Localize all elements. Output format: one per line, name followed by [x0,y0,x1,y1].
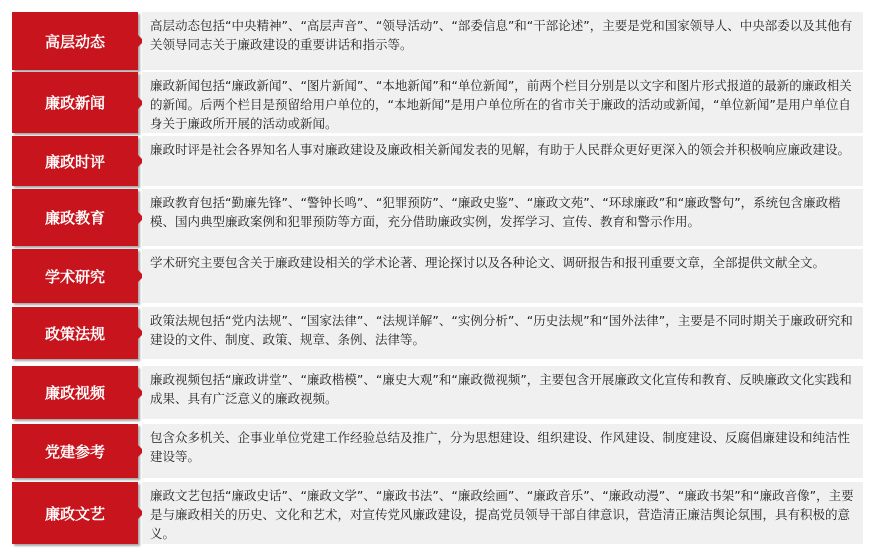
category-description: 廉政新闻包括“廉政新闻”、“图片新闻”、“本地新闻”和“单位新闻”，前两个栏目分别是以文字和图片形式报道的最新的廉政相关的新闻。后两个栏目是预留给用户单位的，“本地新闻”是用户单位所在的省市关于廉政的活动或新闻，“单位新闻”是用户单位自身关于廉政所开展的活动或新闻。 [142,72,863,133]
category-label[interactable]: 廉政时评 [12,136,138,186]
category-description: 学术研究主要包含关于廉政建设相关的学术论著、理论探讨以及各种论文、调研报告和报刊重要文章，全部提供文献全文。 [142,249,863,303]
category-row-arts [12,482,863,544]
category-description: 廉政文艺包括“廉政史话”、“廉政文学”、“廉政书法”、“廉政绘画”、“廉政音乐”、“廉政动漫”、“廉政书架”和“廉政音像”，主要是与廉政相关的历史、文化和艺术，对宣传党风廉政建设，提高党员领导干部自律意识，营造清正廉洁舆论氛围，具有积极的意义。 [142,482,863,544]
category-label[interactable]: 廉政教育 [12,189,138,246]
category-description: 廉政视频包括“廉政讲堂”、“廉政楷模”、“廉史大观”和“廉政微视频”，主要包含开展廉政文化宣传和教育、反映廉政文化实践和成果、具有广泛意义的廉政视频。 [142,366,863,419]
category-label[interactable]: 党建参考 [12,424,138,478]
category-row-research [12,249,863,303]
category-label[interactable]: 廉政文艺 [12,482,138,544]
category-description: 廉政教育包括“勤廉先锋”、“警钟长鸣”、“犯罪预防”、“廉政史鉴”、“廉政文苑”、“环球廉政”和“廉政警句”，系统包含廉政楷模、国内典型廉政案例和犯罪预防等方面，充分借助廉政实例，发挥学习、宣传、教育和警示作用。 [142,189,863,246]
category-row-video [12,366,863,419]
category-description: 高层动态包括“中央精神”、“高层声音”、“领导活动”、“部委信息”和“干部论述”，主要是党和国家领导人、中央部委以及其他有关领导同志关于廉政建设的重要讲话和指示等。 [142,12,863,70]
category-row-party-building [12,424,863,478]
category-description: 廉政时评是社会各界知名人事对廉政建设及廉政相关新闻发表的见解，有助于人民群众更好更深入的领会并积极响应廉政建设。 [142,136,863,186]
category-label[interactable]: 廉政视频 [12,366,138,419]
category-row-policy [12,307,863,359]
category-row-education [12,189,863,246]
category-row-commentary [12,136,863,186]
category-label[interactable]: 学术研究 [12,249,138,303]
category-label[interactable]: 政策法规 [12,307,138,359]
category-label[interactable]: 廉政新闻 [12,72,138,133]
category-label[interactable]: 高层动态 [12,12,138,70]
category-row-gaoceng [12,12,863,70]
category-description: 政策法规包括“党内法规”、“国家法律”、“法规详解”、“实例分析”、“历史法规”和“国外法律”，主要是不同时期关于廉政研究和建设的文件、制度、政策、规章、条例、法律等。 [142,307,863,359]
category-description: 包含众多机关、企事业单位党建工作经验总结及推广，分为思想建设、组织建设、作风建设、制度建设、反腐倡廉建设和纯洁性建设等。 [142,424,863,478]
category-row-news [12,72,863,133]
